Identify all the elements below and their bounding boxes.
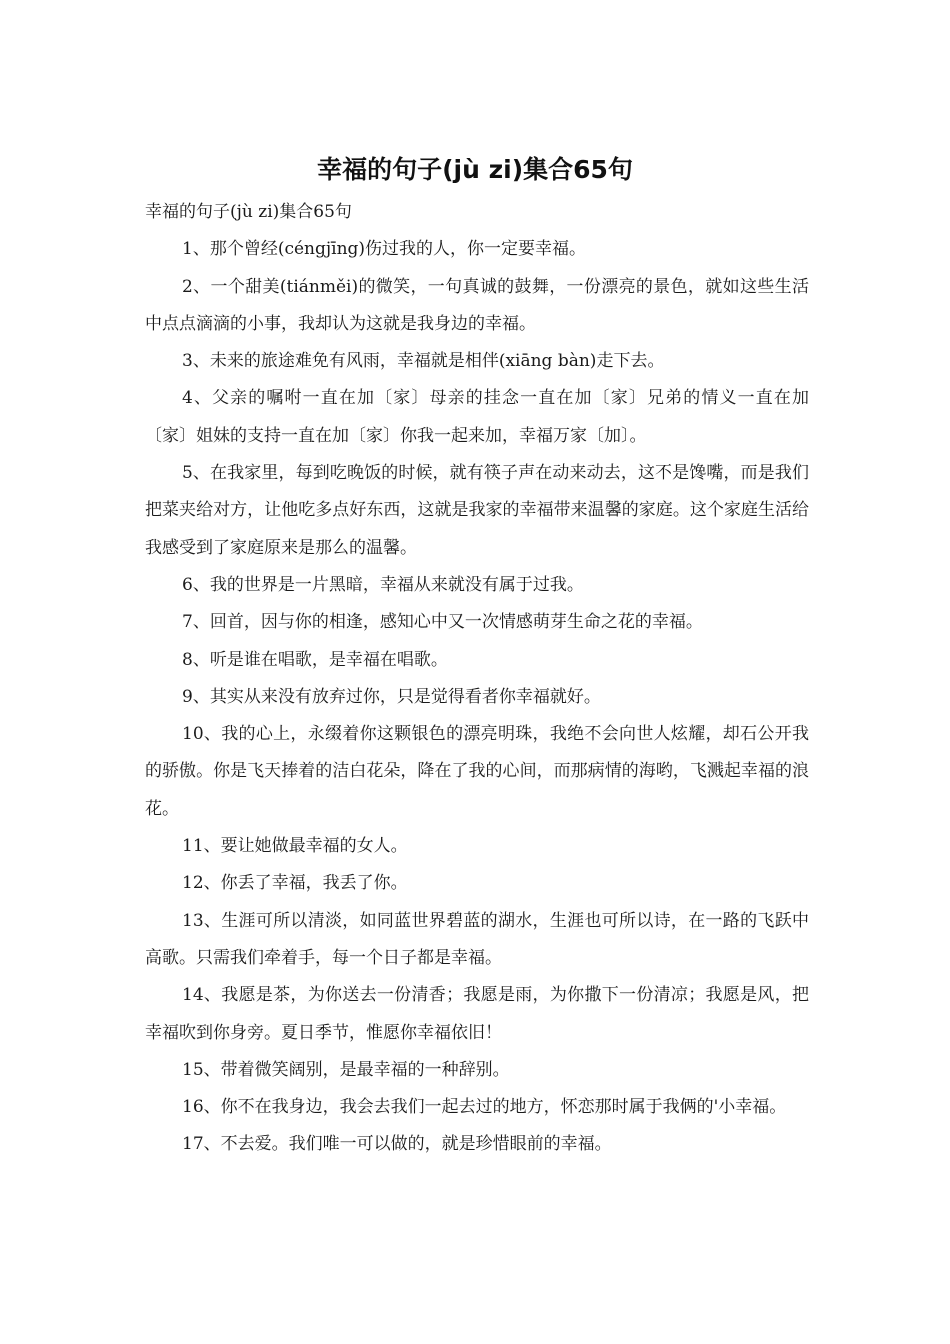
sentence-item: 2、一个甜美(tiánměi)的微笑，一句真诚的鼓舞，一份漂亮的景色，就如这些生活中点点滴滴的小事，我却认为这就是我身边的幸福。 — [145, 276, 809, 334]
sentence-item: 16、你不在我身边，我会去我们一起去过的地方，怀恋那时属于我俩的'小幸福。 — [182, 1097, 787, 1118]
document-subtitle: 幸福的句子(jù zi)集合65句 — [145, 202, 352, 222]
sentence-item: 11、要让她做最幸福的女人。 — [182, 836, 408, 857]
sentence-item: 1、那个曾经(céngjīng)伤过我的人，你一定要幸福。 — [182, 239, 587, 260]
sentence-item: 4、父亲的嘱咐一直在加〔家〕母亲的挂念一直在加〔家〕兄弟的情义一直在加〔家〕姐妹的支持一直在加〔家〕你我一起来加，幸福万家〔加〕。 — [145, 388, 809, 446]
sentence-item: 6、我的世界是一片黑暗，幸福从来就没有属于过我。 — [182, 574, 584, 595]
sentence-item: 13、生涯可所以清淡，如同蓝世界碧蓝的湖水，生涯也可所以诗，在一路的飞跃中高歌。只需我们牵着手，每一个日子都是幸福。 — [145, 910, 809, 968]
sentence-item: 12、你丢了幸福，我丢了你。 — [182, 873, 408, 894]
sentence-item: 3、未来的旅途难免有风雨，幸福就是相伴(xiāng bàn)走下去。 — [182, 351, 665, 372]
page-title: 幸福的句子(jù zi)集合65句 — [317, 155, 633, 184]
document-body — [145, 194, 809, 1164]
sentence-item: 8、听是谁在唱歌，是幸福在唱歌。 — [182, 649, 448, 670]
sentence-item: 7、回首，因与你的相逢，感知心中又一次情感萌芽生命之花的幸福。 — [182, 612, 703, 633]
sentence-item: 15、带着微笑阔别，是最幸福的一种辞别。 — [182, 1059, 510, 1080]
sentence-item: 9、其实从来没有放弃过你，只是觉得看者你幸福就好。 — [182, 686, 601, 707]
sentence-item: 5、在我家里，每到吃晚饭的时候，就有筷子声在动来动去，这不是馋嘴，而是我们把菜夹给对方，让他吃多点好东西，这就是我家的幸福带来温馨的家庭。这个家庭生活给我感受到了家庭原来是那么的温馨。 — [145, 463, 809, 558]
sentence-item: 14、我愿是茶，为你送去一份清香；我愿是雨，为你撒下一份清凉；我愿是风，把幸福吹到你身旁。夏日季节，惟愿你幸福依旧！ — [145, 985, 809, 1043]
sentence-item: 17、不去爱。我们唯一可以做的，就是珍惜眼前的幸福。 — [182, 1134, 612, 1155]
sentence-item: 10、我的心上，永缀着你这颗银色的漂亮明珠，我绝不会向世人炫耀，却石公开我的骄傲。你是飞天捧着的洁白花朵，降在了我的心间，而那病情的海哟，飞溅起幸福的浪花。 — [145, 724, 809, 819]
